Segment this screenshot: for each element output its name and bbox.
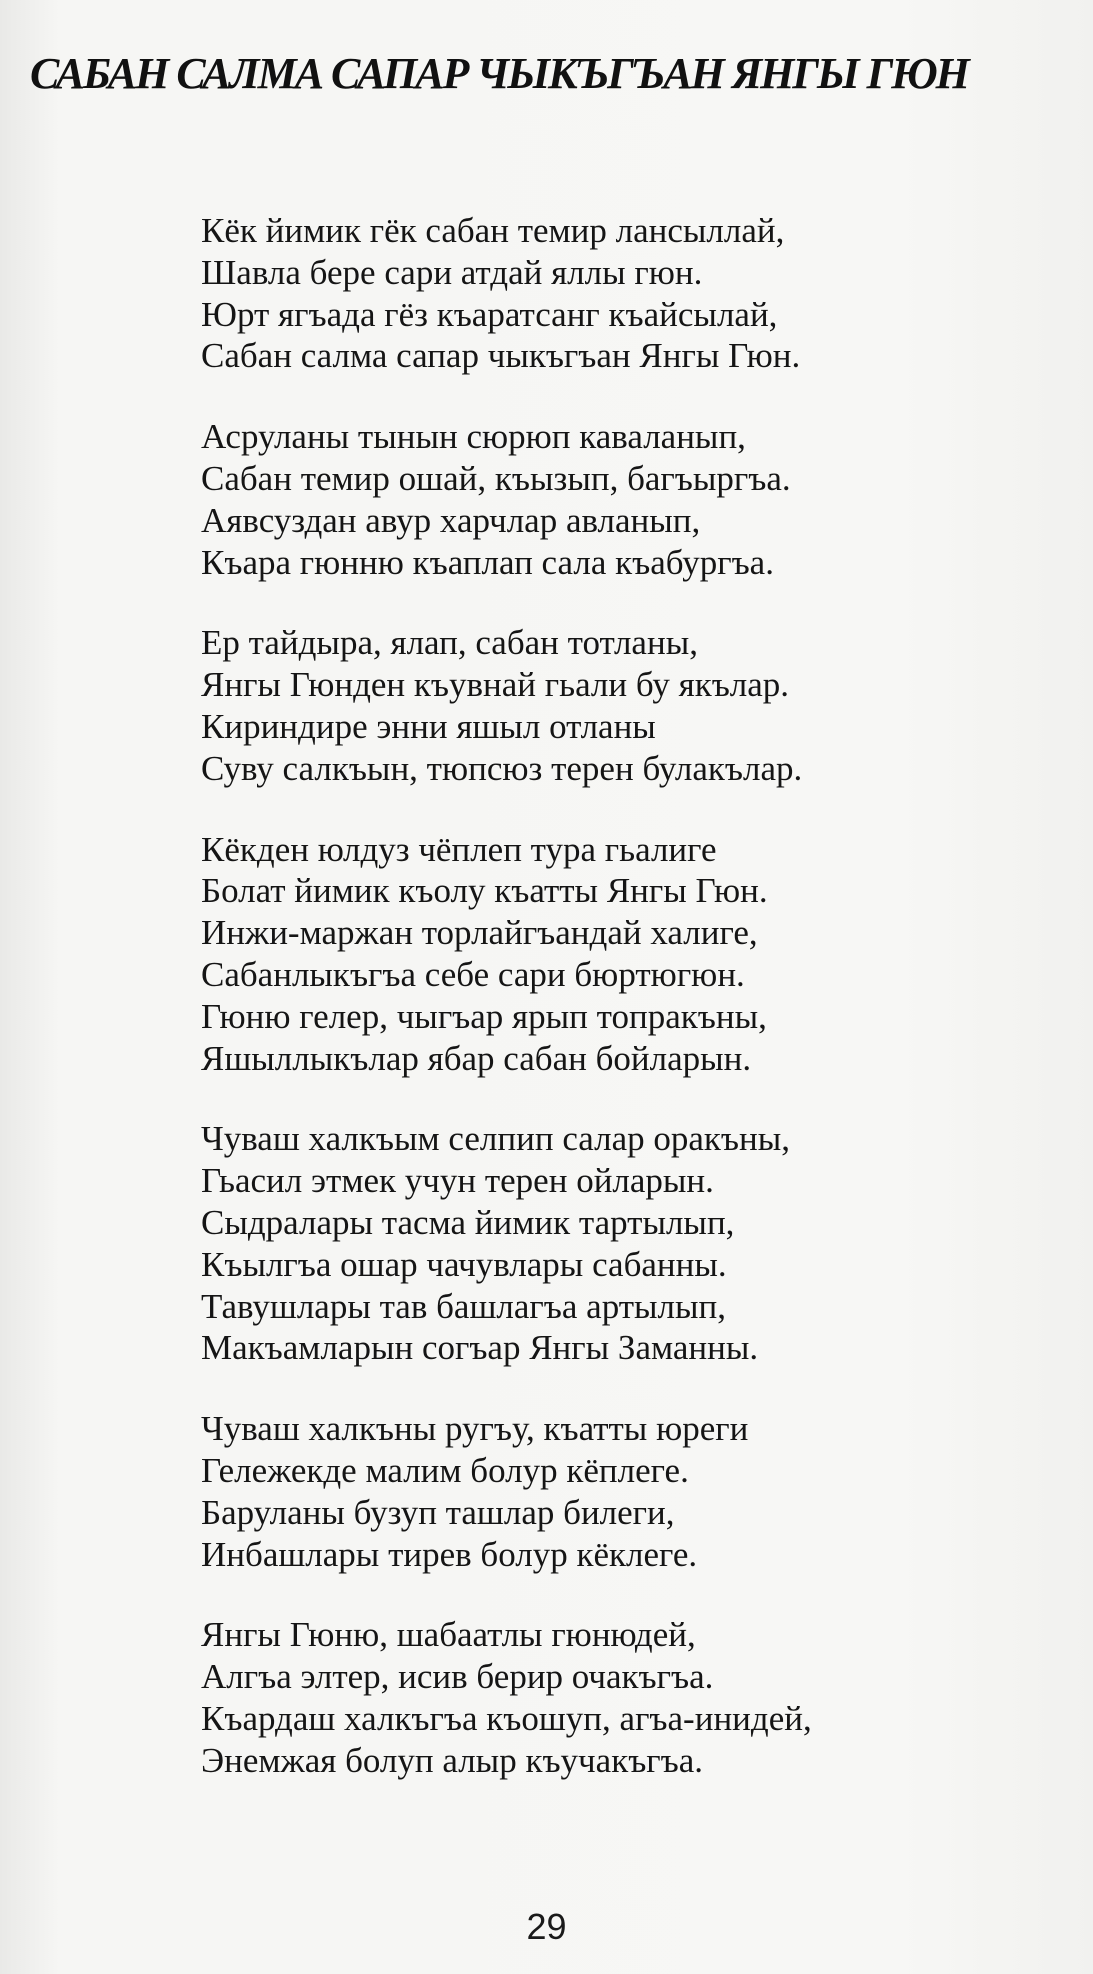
poem-line: Кёк йимик гёк сабан темир лансыллай, [201, 211, 785, 250]
poem-line: Инжи-маржан торлайгъандай халиге, [201, 913, 758, 953]
poem-line: Янгы Гюнден къувнай гьали бу якълар. [201, 665, 790, 705]
poem-line: Инбашлары тирев болур кёклеге. [201, 1534, 698, 1574]
poem-line: Тавушлары тав башлагъа артылып, [201, 1286, 726, 1326]
poem-line: Сабан салма сапар чыкъгъан Янгы Гюн. [201, 336, 801, 376]
poem-line: Сабанлыкъгъа себе сари бюртюгюн. [201, 954, 745, 994]
poem-line: Кириндире энни яшыл отланы [201, 706, 656, 746]
stanza-4 [201, 829, 1061, 1080]
poem-line: Янгы Гюню, шабаатлы гюнюдей, [201, 1615, 696, 1655]
poem-line: Баруланы бузуп ташлар билеги, [201, 1492, 675, 1532]
poem-line: Юрт ягъада гёз къаратсанг къайсылай, [201, 294, 778, 334]
poem-line: Суву салкъын, тюпсюз терен булакълар. [201, 748, 803, 788]
poem-line: Гюню гелер, чыгъар ярып топракъны, [201, 996, 767, 1036]
poem-line: Чуваш халкъым селпип салар оракъны, [201, 1119, 791, 1159]
poem-line: Болат йимик къолу къатты Янгы Гюн. [201, 871, 768, 911]
poem-line: Энемжая болуп алыр къучакъгъа. [201, 1740, 704, 1780]
poem-body [201, 210, 1061, 1821]
stanza-5 [201, 1118, 1061, 1369]
poem-line: Гележекде малим болур кёплеге. [201, 1450, 689, 1490]
stanza-3 [201, 622, 1061, 789]
poem-line: Алгъа элтер, исив берир очакъгъа. [201, 1657, 714, 1697]
poem-line: Кёкден юлдуз чёплеп тура гьалиге [201, 829, 717, 869]
page-number: 29 [526, 1906, 567, 1947]
poem-line: Сыдралары тасма йимик тартылып, [201, 1202, 735, 1242]
poem-line: Ер тайдыра, ялап, сабан тотланы, [201, 623, 698, 663]
poem-title: САБАН САЛМА САПАР ЧЫКЪГЪАН ЯНГЫ ГЮН [30, 49, 968, 98]
poem-line: Къара гюнню къаплап сала къабургъа. [201, 542, 774, 582]
stanza-7 [201, 1614, 1061, 1781]
poem-line: Сабан темир ошай, къызып, багъыргъа. [201, 458, 791, 498]
poem-line: Макъамларын согъар Янгы Заманны. [201, 1328, 759, 1368]
poem-line: Асруланы тынын сюрюп каваланып, [201, 417, 746, 457]
stanza-2 [201, 416, 1061, 583]
poem-line: Шавла бере сари атдай яллы гюн. [201, 252, 703, 292]
poem-line: Гьасил этмек учун терен ойларын. [201, 1161, 714, 1201]
stanza-1 [201, 210, 1061, 377]
poem-line: Къардаш халкъгъа къошуп, агъа-инидей, [201, 1698, 812, 1738]
poem-line: Къылгъа ошар чачувлары сабанны. [201, 1244, 727, 1284]
poem-line: Аявсуздан авур харчлар авланып, [201, 500, 701, 540]
poem-line: Яшыллыкълар ябар сабан бойларын. [201, 1038, 752, 1078]
poem-line: Чуваш халкъны ругъу, къатты юреги [201, 1409, 749, 1449]
stanza-6 [201, 1408, 1061, 1575]
